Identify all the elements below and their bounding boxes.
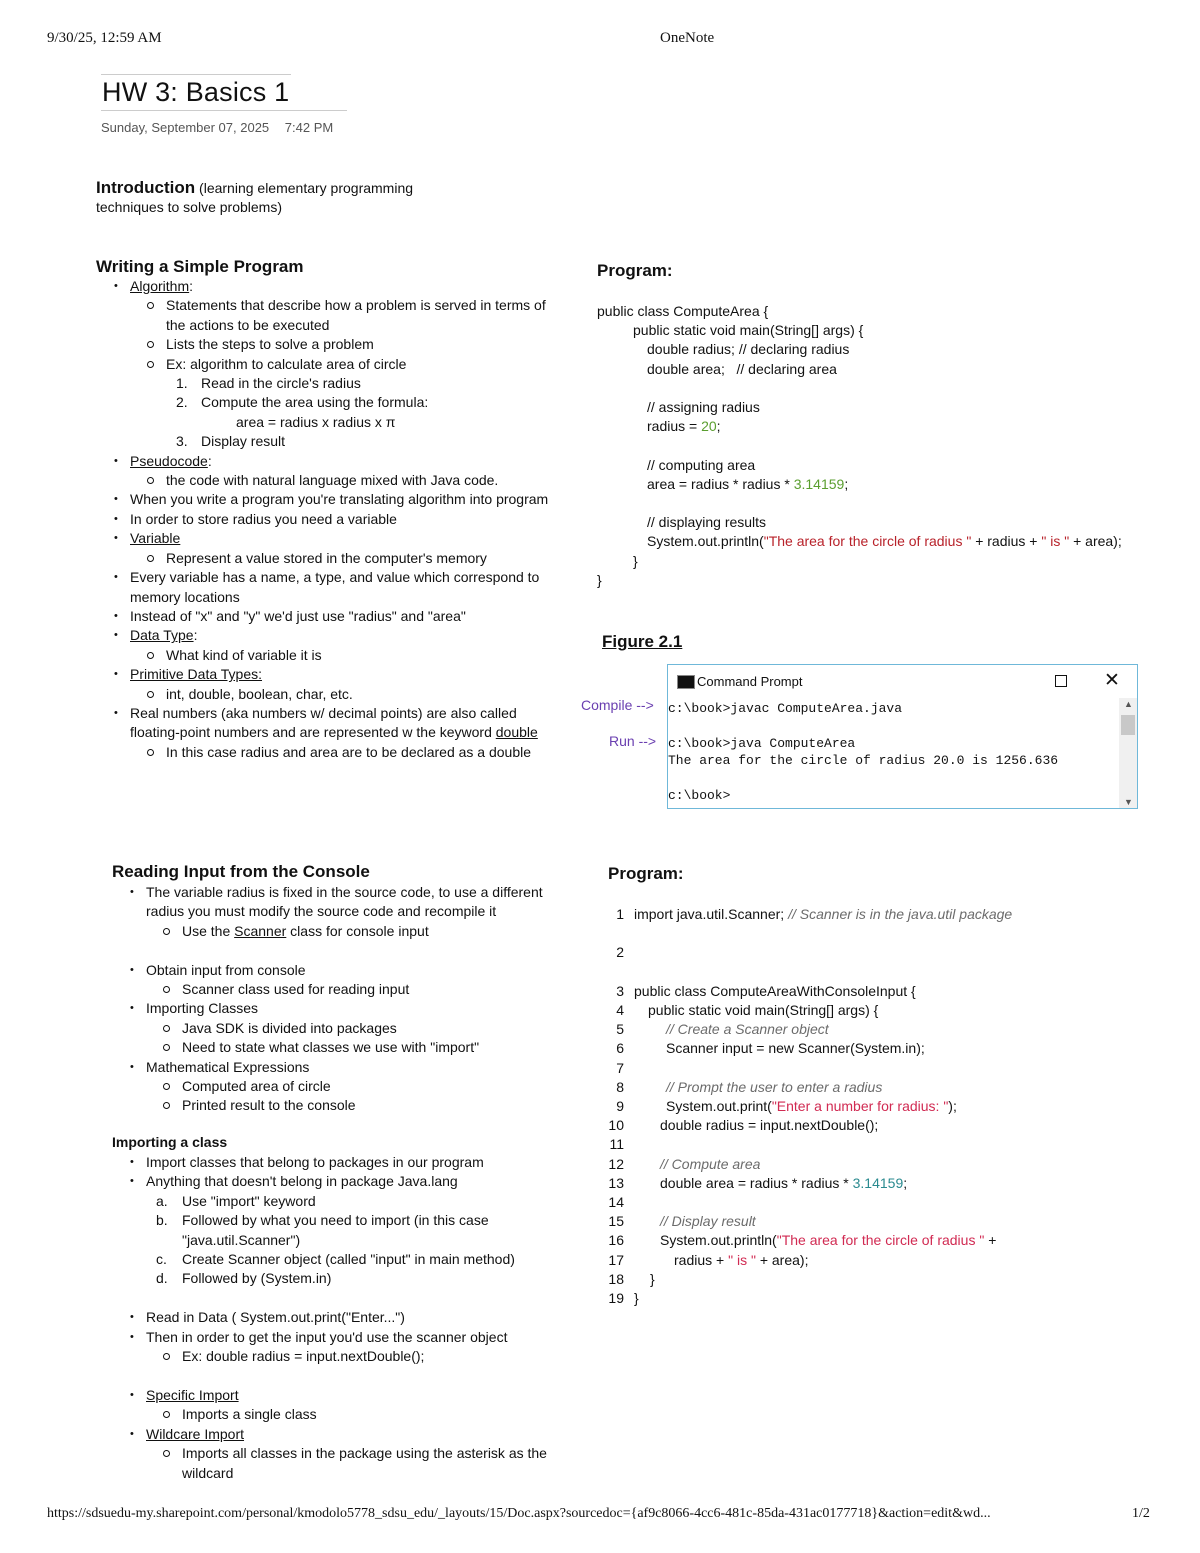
run-label: Run -->: [609, 733, 657, 749]
imp-b3: • Read in Data ( System.out.print("Enter..."): [112, 1308, 582, 1327]
section-reading-heading: Reading Input from the Console: [112, 862, 370, 881]
bullet-real-a: • Real numbers (aka numbers w/ decimal points) are also called: [96, 704, 576, 723]
p2-c1a: import java.util.Scanner;: [634, 906, 789, 922]
p2-ln-18: 18: [608, 1270, 624, 1287]
alg-sub-1b: the actions to be executed: [166, 316, 330, 333]
p2-ln-11: 11: [609, 1136, 624, 1153]
scroll-down-icon[interactable]: ▼: [1124, 797, 1133, 807]
p1-radius-value: 20: [701, 418, 717, 435]
read-s2: Scanner class used for reading input: [112, 980, 582, 999]
read-b3: • Importing Classes: [112, 999, 582, 1018]
read-s1a: Use the: [182, 922, 235, 939]
print-page-number: 1/2: [1132, 1506, 1150, 1521]
specific-import-term: Specific Import: [146, 1386, 239, 1403]
p2-c9b: );: [948, 1098, 957, 1115]
p2-c18: }: [650, 1270, 655, 1287]
p2-c3: public class ComputeAreaWithConsoleInput {: [634, 982, 916, 999]
primitive-term: Primitive Data Types:: [130, 666, 263, 683]
dt-sub: What kind of variable it is: [96, 646, 576, 665]
double-keyword: double: [495, 724, 538, 741]
p2-c10: double radius = input.nextDouble();: [660, 1117, 879, 1134]
p2-ln-5: 5: [616, 1021, 624, 1038]
bullet-real-b: floating-point numbers and are represented w the keyword: [130, 724, 496, 741]
read-s1b: class for console input: [286, 922, 429, 939]
bullet-write: • When you write a program you're translating algorithm into program: [96, 490, 576, 509]
p1-line-7: // computing area: [647, 456, 756, 473]
alg-step-3: Display result: [201, 433, 286, 450]
p2-c13b: ;: [903, 1174, 908, 1191]
read-s4b: Printed result to the console: [112, 1096, 582, 1115]
p1-line-3: double radius; // declaring radius: [647, 341, 850, 358]
pseudocode-term: Pseudocode: [130, 452, 208, 469]
figure-title: Figure 2.1: [602, 632, 683, 651]
cmd-line-3: The area for the circle of radius 20.0 is 1256.636: [668, 753, 1059, 768]
prim-sub: int, double, boolean, char, etc.: [96, 685, 576, 704]
intro-block: [96, 178, 496, 218]
real-sub: In this case radius and area are to be declared as a double: [96, 743, 576, 762]
command-prompt-titlebar: [668, 665, 1137, 698]
program1-heading: Program:: [597, 261, 673, 280]
cmd-line-4: c:\book>: [668, 788, 731, 803]
close-icon[interactable]: ✕: [1104, 670, 1120, 691]
section-writing-list: • Algorithm: Statements that describe how a problem is served in terms of the actions to be executed Lists the steps to solve a problem Ex: algorithm to calculate area of circle 1. Read in the circle's radius 2. Compute the area using the formula: area = radius x radius x π 3. Display result • Pseudocode: the code with natural language mixed with Java code. • When you write a program you're translating algorithm into program • In order to store radius you need a variable • Variable Represent a value stored in the computer's memory • Every variable has a name, a type, and value which correspond to memory locations • Instead of "x" and "y" we'd just use "radius" and "area" • Data Type: What kind of variable it is • Primitive Data Types: int, double, boolean, char, etc. • Real numbers (aka numbers w/ decimal points) are also called floating-point numbers and are represented w the keyword double In this case radius and area are to be declared as a double: [96, 277, 576, 762]
command-prompt-output: [668, 698, 1119, 808]
imp-c: Create Scanner object (called "input" in main method): [182, 1251, 515, 1268]
p2-ln-14: 14: [608, 1194, 624, 1211]
p1-string-2: " is ": [1041, 533, 1070, 550]
imp-b1: • Import classes that belong to packages in our program: [112, 1153, 582, 1172]
scroll-up-icon[interactable]: ▲: [1124, 699, 1133, 709]
p2-ln-9: 9: [616, 1098, 624, 1115]
intro-rest-1: (learning elementary programming: [195, 180, 414, 196]
p1-line-6b: ;: [716, 418, 721, 435]
maximize-icon[interactable]: [1055, 675, 1067, 687]
p1-line-8b: ;: [844, 475, 849, 492]
command-prompt-window: [667, 664, 1138, 809]
read-b4: • Mathematical Expressions: [112, 1058, 582, 1077]
p1-line-5: // assigning radius: [647, 399, 760, 416]
p1-line-2: public static void main(String[] args) {: [633, 322, 864, 339]
read-b2: • Obtain input from console: [112, 961, 582, 980]
p2-c16a: System.out.println(: [660, 1232, 777, 1249]
algorithm-term: Algorithm: [130, 278, 190, 294]
alg-formula: area = radius x radius x π: [236, 413, 396, 430]
alg-step-1: Read in the circle's radius: [201, 375, 361, 392]
cmd-line-2: c:\book>java ComputeArea: [668, 736, 856, 751]
alg-sub-1a: Statements that describe how a problem is served in terms of: [96, 296, 576, 315]
print-datetime: 9/30/25, 12:59 AM: [47, 30, 162, 46]
page-title[interactable]: HW 3: Basics 1: [102, 77, 290, 107]
imp-b4: • Then in order to get the input you'd use the scanner object: [112, 1328, 582, 1347]
p2-ln-17: 17: [608, 1251, 624, 1268]
alg-step-2: Compute the area using the formula:: [201, 394, 429, 411]
p2-c9a: System.out.print(: [666, 1098, 772, 1115]
p2-c4: public static void main(String[] args) {: [648, 1002, 879, 1019]
p1-line-9: // displaying results: [647, 514, 767, 531]
p2-c12: // Compute area: [660, 1155, 761, 1172]
cmd-scrollbar[interactable]: [1119, 698, 1137, 808]
p2-ln-8: 8: [616, 1078, 624, 1095]
imp-s4: Ex: double radius = input.nextDouble();: [112, 1347, 582, 1366]
datatype-term: Data Type: [130, 627, 194, 644]
p1-line-4: double area; // declaring area: [647, 360, 837, 377]
page-time-text: 7:42 PM: [284, 120, 334, 135]
p2-ln-6: 6: [616, 1040, 624, 1057]
p1-line-10c: + area);: [1069, 533, 1122, 550]
p2-ln-13: 13: [608, 1174, 624, 1191]
p2-ln-16: 16: [608, 1232, 624, 1249]
cmd-window-title: Command Prompt: [697, 674, 803, 689]
imp-b-a: Followed by what you need to import (in this case: [182, 1212, 489, 1229]
pseudo-sub: the code with natural language mixed with Java code.: [96, 471, 576, 490]
imp-a: Use "import" keyword: [182, 1192, 316, 1209]
p2-c16b: +: [984, 1232, 997, 1249]
imp-b2: • Anything that doesn't belong in package Java.lang: [112, 1172, 582, 1191]
p2-ln-19: 19: [608, 1290, 624, 1307]
bullet-store: • In order to store radius you need a variable: [96, 510, 576, 529]
p1-line-11: }: [633, 552, 638, 569]
p1-pi-value: 3.14159: [793, 475, 845, 492]
bullet-every-a: • Every variable has a name, a type, and value which correspond to: [96, 568, 576, 587]
section-writing-heading: Writing a Simple Program: [96, 257, 304, 276]
read-s3a: Java SDK is divided into packages: [112, 1019, 582, 1038]
program2-code: [598, 905, 1158, 1308]
p2-c13a: double area = radius * radius *: [660, 1174, 853, 1191]
p2-ln-3: 3: [616, 982, 624, 999]
alg-sub-3: Ex: algorithm to calculate area of circle: [96, 355, 576, 374]
p2-ln-10: 10: [608, 1117, 624, 1134]
var-sub: Represent a value stored in the computer's memory: [96, 549, 576, 568]
imp-d: Followed by (System.in): [182, 1270, 332, 1287]
p1-line-10a: System.out.println(: [647, 533, 764, 550]
read-b1a: • The variable radius is fixed in the source code, to use a different: [112, 883, 582, 902]
p2-ln-1: 1: [616, 906, 624, 922]
p2-c16-string: "The area for the circle of radius ": [776, 1232, 985, 1249]
intro-heading: Introduction: [96, 178, 196, 197]
program2-heading: Program:: [608, 864, 684, 883]
section-importing-list: • Import classes that belong to packages in our program • Anything that doesn't belong in package Java.lang a. Use "import" keyword b. Followed by what you need to import (in this case "java.util.Scanner") c. Create Scanner object (called "input" in main method) d. Followed by (System.in) • Read in Data ( System.out.print("Enter...") • Then in order to get the input you'd use the scanner object Ex: double radius = input.nextDouble(); • Specific Import Imports a single class • Wildcare Import Imports all classes in the package using the asterisk as the wildcard: [112, 1153, 582, 1483]
alg-sub-2: Lists the steps to solve a problem: [96, 335, 576, 354]
bullet-instead: • Instead of "x" and "y" we'd just use "radius" and "area": [96, 607, 576, 626]
scanner-term: Scanner: [234, 922, 287, 939]
program1-code: [597, 302, 1157, 590]
print-app-name: OneNote: [660, 30, 715, 46]
p2-c17-string: " is ": [728, 1251, 756, 1268]
read-s3b: Need to state what classes we use with "import": [112, 1038, 582, 1057]
wildcard-import-term: Wildcare Import: [146, 1425, 245, 1442]
read-s4a: Computed area of circle: [112, 1077, 582, 1096]
p2-c15: // Display result: [660, 1213, 756, 1230]
p1-line-10b: + radius +: [971, 533, 1042, 550]
p2-c5: // Create a Scanner object: [666, 1021, 829, 1038]
scroll-thumb[interactable]: [1121, 715, 1135, 735]
spec-sub: Imports a single class: [112, 1405, 582, 1424]
p2-c9-string: "Enter a number for radius: ": [771, 1098, 949, 1115]
p1-line-12: }: [597, 571, 602, 588]
p2-pi-value: 3.14159: [852, 1174, 904, 1191]
p2-c1-comment: // Scanner is in the java.util package: [788, 906, 1013, 922]
intro-rest-2: techniques to solve problems): [96, 199, 282, 216]
variable-term: Variable: [130, 530, 181, 547]
print-url: https://sdsuedu-my.sharepoint.com/personal/kmodolo5778_sdsu_edu/_layouts/15/Doc.aspx?sourcedoc={af9c8066-4cc6-481c-85da-431ac0177718}&action=edit&wd...: [47, 1506, 991, 1521]
bullet-every-b: memory locations: [130, 588, 240, 605]
p2-c19: }: [634, 1290, 639, 1307]
section-reading-list: [112, 883, 582, 1116]
title-rule-bottom: [101, 110, 347, 111]
p2-c6: Scanner input = new Scanner(System.in);: [666, 1040, 925, 1057]
p2-c8: // Prompt the user to enter a radius: [666, 1078, 883, 1095]
compile-label: Compile -->: [581, 697, 654, 713]
imp-b-b: "java.util.Scanner"): [182, 1231, 301, 1248]
p1-line-1: public class ComputeArea {: [597, 303, 769, 319]
wild-sub-a: Imports all classes in the package using the asterisk as the: [112, 1444, 582, 1463]
p2-ln-2: 2: [616, 944, 624, 961]
p2-ln-4: 4: [616, 1002, 624, 1019]
p2-ln-12: 12: [608, 1155, 624, 1172]
read-b1b: radius you must modify the source code and recompile it: [146, 903, 497, 920]
cmd-app-icon: [677, 675, 695, 689]
page-date-text: Sunday, September 07, 2025: [101, 120, 270, 135]
p2-ln-7: 7: [616, 1059, 624, 1076]
title-rule-top: [101, 74, 291, 75]
p1-line-6a: radius =: [647, 418, 702, 435]
p2-ln-15: 15: [608, 1213, 624, 1230]
page-date: [101, 120, 333, 135]
p2-c17b: + area);: [755, 1251, 809, 1268]
p2-c17a: radius +: [674, 1251, 729, 1268]
cmd-line-1: c:\book>javac ComputeArea.java: [668, 701, 903, 716]
wild-sub-b: wildcard: [182, 1464, 234, 1481]
section-importing-heading: Importing a class: [112, 1134, 228, 1150]
p1-string-1: "The area for the circle of radius ": [763, 533, 972, 550]
p1-line-8a: area = radius * radius *: [647, 475, 794, 492]
